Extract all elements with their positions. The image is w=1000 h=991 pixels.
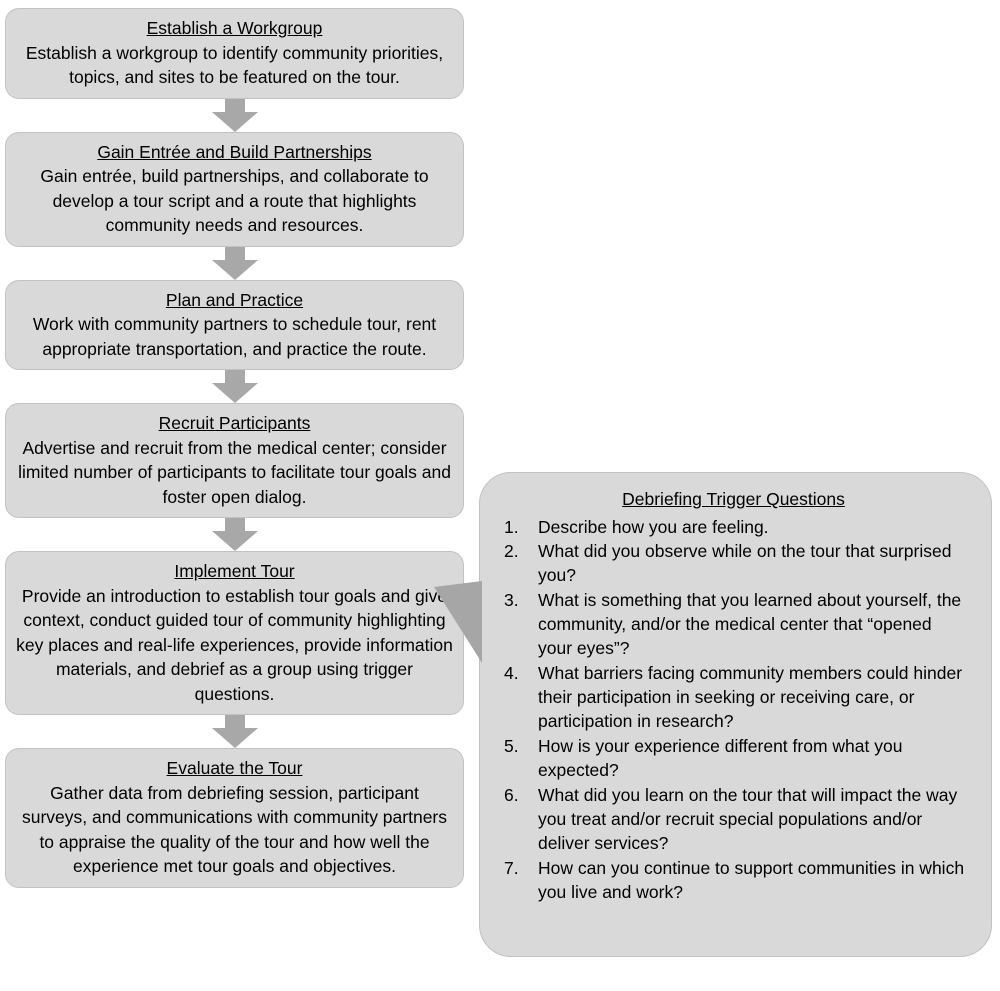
- down-arrow-icon: [212, 247, 258, 280]
- step-body: Provide an introduction to establish tour goals and give context, conduct guided tour of community highlighting key places and real-life experiences, provide information materials, and debrief as a group using trigger questions.: [16, 585, 453, 704]
- step-title: Evaluate the Tour: [166, 758, 303, 778]
- step-body: Advertise and recruit from the medical center; consider limited number of participants to facilitate tour goals and foster open dialog.: [18, 437, 451, 507]
- question-text: Describe how you are feeling.: [538, 516, 769, 537]
- process-flow-column: [5, 8, 464, 888]
- step-title: Recruit Participants: [158, 413, 311, 433]
- step-title: Plan and Practice: [165, 289, 304, 310]
- list-item: [498, 784, 969, 856]
- step-body: Gain entrée, build partnerships, and collaborate to develop a tour script and a route that highlights community needs and resources.: [40, 166, 429, 235]
- down-arrow-shaft: [225, 518, 245, 531]
- down-arrow-head: [212, 728, 258, 748]
- list-item: [498, 662, 969, 734]
- down-arrow-head: [212, 531, 258, 551]
- step-body: Establish a workgroup to identify community priorities, topics, and sites to be featured on the tour.: [25, 42, 444, 87]
- down-arrow-icon: [212, 370, 258, 403]
- down-arrow-icon: [212, 518, 258, 551]
- debriefing-questions-callout: [479, 472, 992, 957]
- step-box-evaluate-tour: [5, 748, 464, 888]
- down-arrow-shaft: [225, 715, 245, 728]
- down-arrow-head: [212, 260, 258, 280]
- down-arrow-icon: [212, 715, 258, 748]
- question-text: What barriers facing community members could hinder their participation in seeking or receiving care, or participation in research?: [538, 663, 963, 732]
- step-title: Establish a Workgroup: [146, 18, 323, 38]
- step-box-gain-entree: [5, 132, 464, 247]
- down-arrow-icon: [212, 99, 258, 132]
- question-number: 6.: [504, 785, 519, 806]
- step-title: Implement Tour: [174, 561, 295, 581]
- question-number: 4.: [504, 663, 519, 684]
- down-arrow-shaft: [225, 99, 245, 112]
- question-text: What did you observe while on the tour that surprised you?: [538, 541, 952, 586]
- question-number: 5.: [504, 736, 519, 757]
- down-arrow-head: [212, 112, 258, 132]
- question-number: 1.: [504, 516, 519, 537]
- step-body: Gather data from debriefing session, participant surveys, and communications with community partners to appraise the quality of the tour and how well the experience met tour goals and objectives.: [21, 782, 448, 876]
- down-arrow-head: [212, 383, 258, 403]
- step-box-establish-workgroup: [5, 8, 464, 99]
- question-number: 7.: [504, 858, 519, 879]
- question-text: How can you continue to support communities in which you live and work?: [538, 858, 965, 903]
- step-box-plan-practice: [5, 280, 464, 371]
- step-body: Work with community partners to schedule tour, rent appropriate transportation, and practice the route.: [32, 314, 437, 359]
- list-item: [498, 540, 969, 588]
- debriefing-question-list: [498, 516, 969, 907]
- down-arrow-shaft: [225, 370, 245, 383]
- question-text: What is something that you learned about yourself, the community, and/or the medical center that “opened your eyes”?: [538, 590, 962, 659]
- step-box-recruit-participants: [5, 403, 464, 518]
- callout-pointer-icon: [434, 581, 482, 663]
- question-number: 2.: [504, 541, 519, 562]
- list-item: [498, 589, 969, 661]
- list-item: [498, 735, 969, 783]
- list-item: [498, 516, 969, 540]
- question-number: 3.: [504, 590, 519, 611]
- callout-title: Debriefing Trigger Questions: [622, 489, 845, 509]
- question-text: How is your experience different from what you expected?: [538, 736, 903, 781]
- down-arrow-shaft: [225, 247, 245, 260]
- step-title: Gain Entrée and Build Partnerships: [97, 141, 372, 162]
- list-item: [498, 857, 969, 905]
- question-text: What did you learn on the tour that will impact the way you treat and/or recruit special populations and/or deliver services?: [538, 785, 958, 854]
- step-box-implement-tour: [5, 551, 464, 715]
